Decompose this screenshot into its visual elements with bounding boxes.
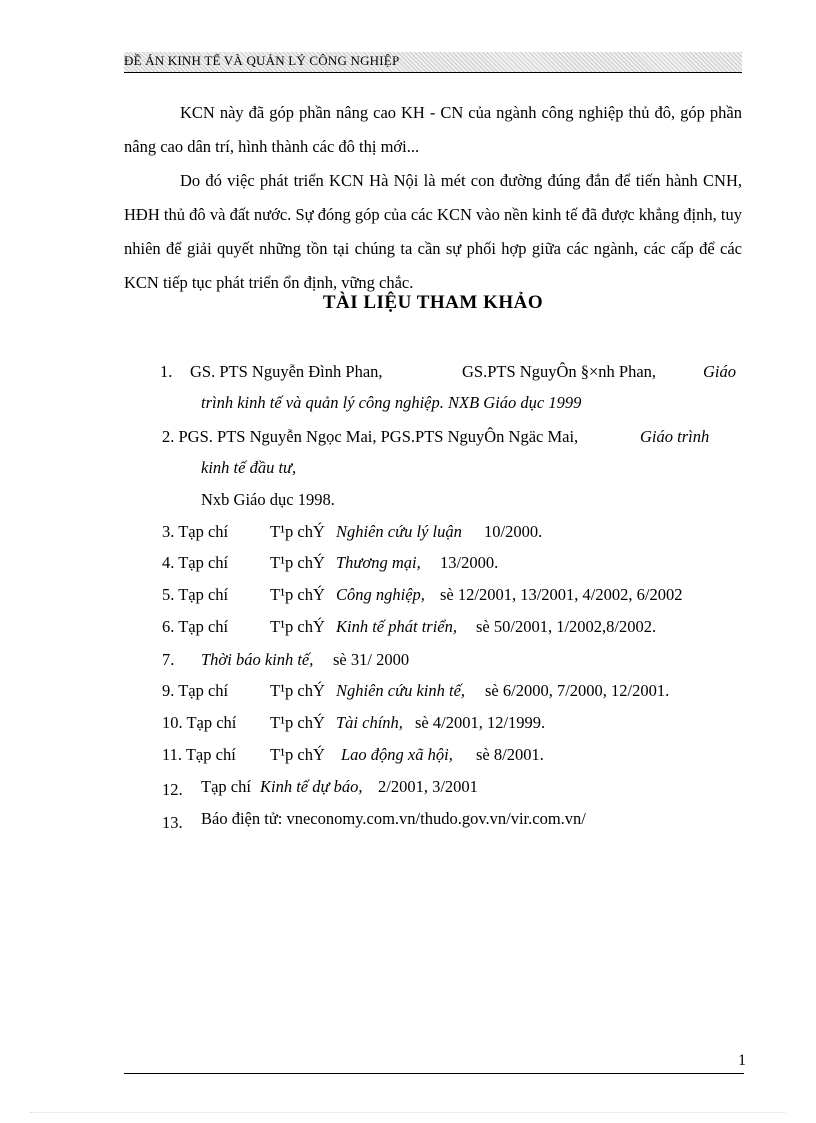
- ref4-alt: T¹p chÝ: [270, 553, 325, 572]
- ref11-title: Lao động xã hội,: [341, 745, 453, 764]
- ref9-label: 9. Tạp chí: [162, 681, 229, 700]
- ref3-alt: T¹p chÝ: [270, 522, 325, 541]
- header-title: ĐỀ ÁN KINH TẾ VÀ QUẢN LÝ CÔNG NGHIỆP: [124, 53, 400, 68]
- ref2-italic-b: kinh tế đầu tư,: [201, 458, 297, 477]
- footer-divider: [124, 1073, 744, 1074]
- ref6-rest: sè 50/2001, 1/2002,8/2002.: [476, 617, 657, 636]
- ref13-text: Báo điện tử: vneconomy.com.vn/thudo.gov.vn/vir.com.vn/: [201, 809, 586, 828]
- ref3-title: Nghiên cứu lý luận: [336, 522, 462, 541]
- ref11-label: 11. Tạp chí: [162, 745, 236, 764]
- ref12-number: 12.: [162, 780, 183, 799]
- ref1-italic-b: trình kinh tế và quản lý công nghiệp. NXB Giáo dục 1999: [201, 393, 582, 412]
- ref11-rest: sè 8/2001.: [476, 745, 544, 764]
- ref9-alt: T¹p chÝ: [270, 681, 325, 700]
- ref10-rest: sè 4/2001, 12/1999.: [415, 713, 546, 732]
- ref6-label: 6. Tạp chí: [162, 617, 229, 636]
- ref13-number: 13.: [162, 813, 183, 832]
- page-number: 1: [738, 1052, 746, 1069]
- ref3-label: 3. Tạp chí: [162, 522, 229, 541]
- ref10-alt: T¹p chÝ: [270, 713, 325, 732]
- ref5-alt: T¹p chÝ: [270, 585, 325, 604]
- ref2-publisher: Nxb Giáo dục 1998.: [201, 490, 335, 509]
- references-title: TÀI LIỆU THAM KHẢO: [322, 292, 544, 313]
- page-edge-dots: [30, 1112, 786, 1113]
- body-paragraph-1: KCN này đã góp phần nâng cao KH - CN của ngành công nghiệp thủ đô, góp phần nâng cao dân trí, hình thành các đô thị mới...: [124, 103, 742, 156]
- ref5-rest: sè 12/2001, 13/2001, 4/2002, 6/2002: [440, 585, 683, 604]
- ref1-italic-a: Giáo: [703, 362, 736, 381]
- ref4-rest: 13/2000.: [440, 553, 499, 572]
- ref4-label: 4. Tạp chí: [162, 553, 229, 572]
- ref12-pre: Tạp chí: [201, 777, 251, 796]
- ref9-title: Nghiên cứu kinh tế,: [336, 681, 466, 700]
- ref12-title: Kinh tế dự báo,: [260, 777, 363, 796]
- ref2-authors: 2. PGS. PTS Nguyễn Ngọc Mai, PGS.PTS NguyÔn Ngäc Mai,: [162, 427, 579, 446]
- ref10-label: 10. Tạp chí: [162, 713, 237, 732]
- ref9-rest: sè 6/2000, 7/2000, 12/2001.: [485, 681, 670, 700]
- body-paragraph-2: Do đó việc phát triển KCN Hà Nội là mét con đường đúng đắn để tiến hành CNH, HĐH thủ đô và đất nước. Sự đóng góp của các KCN vào nền kinh tế đã được khẳng định, tuy nhiên để giải quyết những tồn tại chúng ta cần sự phối hợp giữa các ngành, các cấp để các KCN tiếp tục phát triển ổn định, vững chắc.: [124, 171, 742, 292]
- ref7-number: 7.: [162, 650, 175, 669]
- ref2-italic-a: Giáo trình: [640, 427, 710, 446]
- ref5-label: 5. Tạp chí: [162, 585, 229, 604]
- ref1-alt-authors: GS.PTS NguyÔn §×nh Phan,: [462, 362, 657, 381]
- ref5-title: Công nghiệp,: [336, 585, 425, 604]
- ref4-title: Thương mại,: [336, 553, 421, 572]
- ref1-authors: GS. PTS Nguyễn Đình Phan,: [190, 362, 383, 381]
- ref7-title: Thời báo kinh tế,: [201, 650, 314, 669]
- ref3-rest: 10/2000.: [484, 522, 543, 541]
- ref6-title: Kinh tế phát triển,: [336, 617, 457, 636]
- ref11-alt: T¹p chÝ: [270, 745, 325, 764]
- page-header: [124, 52, 742, 73]
- ref12-rest: 2/2001, 3/2001: [378, 777, 478, 796]
- ref10-title: Tài chính,: [336, 713, 403, 732]
- ref1-number: 1.: [160, 362, 173, 381]
- ref6-alt: T¹p chÝ: [270, 617, 325, 636]
- ref7-rest: sè 31/ 2000: [333, 650, 410, 669]
